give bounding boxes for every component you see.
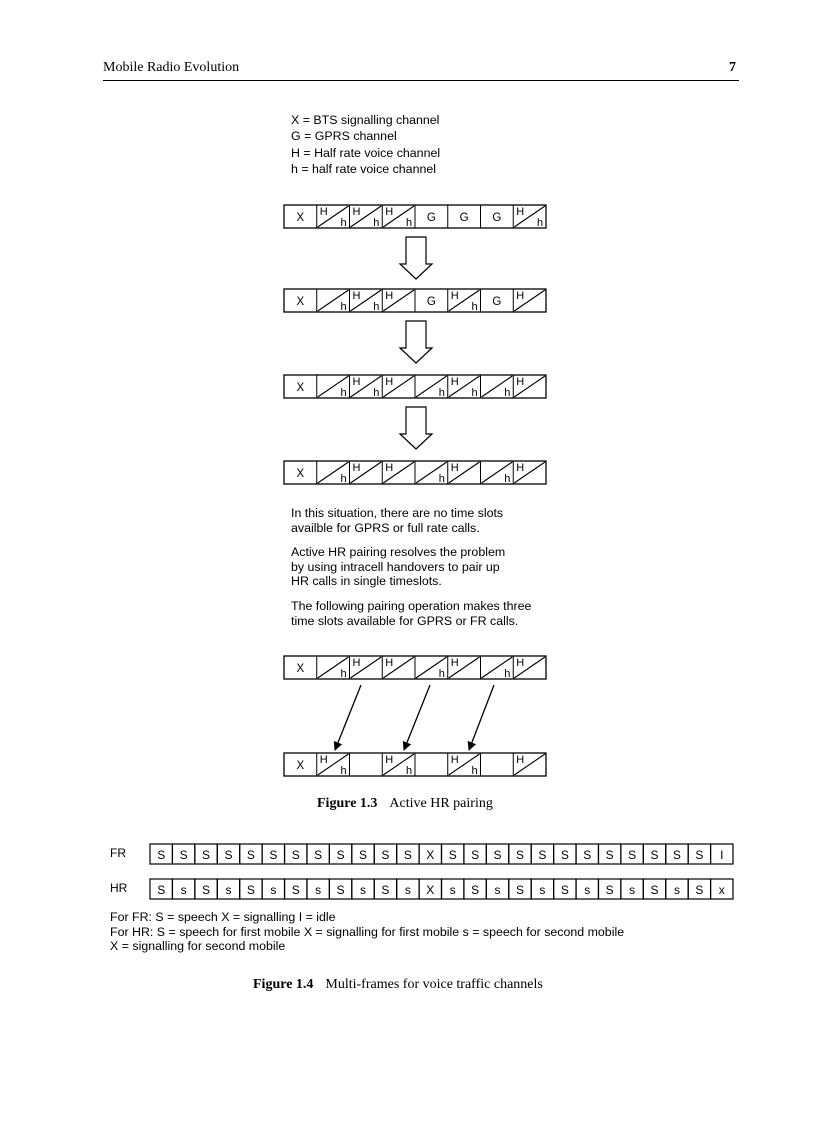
fig14-caption-label: Figure 1.4 bbox=[253, 977, 314, 992]
slot-label: X bbox=[296, 212, 305, 224]
slot-h-upper: H bbox=[385, 462, 394, 474]
note-line: HR calls in single timeslots. bbox=[291, 574, 442, 589]
slot-h-upper: H bbox=[385, 206, 394, 218]
multiframe-cell-label: S bbox=[157, 848, 166, 862]
slot-h-lower: h bbox=[438, 473, 445, 485]
slot-h-upper: H bbox=[352, 376, 361, 388]
slot-h-upper: H bbox=[516, 462, 525, 474]
multiframe-cell-label: S bbox=[202, 883, 211, 897]
slot-h-upper: H bbox=[516, 290, 525, 302]
slot-h-upper: H bbox=[516, 376, 525, 388]
multiframe-cell-label: S bbox=[336, 848, 345, 862]
slot-h-lower: h bbox=[471, 301, 478, 313]
multiframe-cell-label: S bbox=[246, 848, 255, 862]
slot-h-lower: h bbox=[340, 301, 347, 313]
multiframe-cell-label: S bbox=[336, 883, 345, 897]
slot-label: X bbox=[296, 760, 305, 772]
multiframe-cell-label: s bbox=[449, 883, 456, 897]
multiframe-cell-label: s bbox=[584, 883, 591, 897]
multiframe-cell-label: S bbox=[448, 848, 457, 862]
fig13-legend-line: G = GPRS channel bbox=[291, 129, 397, 144]
multiframe-cell-label: S bbox=[381, 848, 390, 862]
slot-h-lower: h bbox=[340, 217, 347, 229]
slot-h-lower: h bbox=[438, 668, 445, 680]
multiframe-cell-label: S bbox=[314, 848, 323, 862]
multiframe-cell-label: X bbox=[426, 848, 435, 862]
fig14-legend-line: X = signalling for second mobile bbox=[110, 939, 286, 954]
slot-h-lower: h bbox=[471, 765, 478, 777]
slot-h-lower: h bbox=[373, 301, 380, 313]
slot-h-upper: H bbox=[352, 462, 361, 474]
slot-h-lower: h bbox=[340, 668, 347, 680]
multiframe-cell-label: S bbox=[381, 883, 390, 897]
slot-h-lower: h bbox=[504, 668, 511, 680]
fig13-legend-line: h = half rate voice channel bbox=[291, 161, 436, 176]
multiframe-cell-label: S bbox=[224, 848, 233, 862]
slot-h-lower: h bbox=[340, 387, 347, 399]
multiframe-cell-label: S bbox=[650, 883, 659, 897]
slot-label: G bbox=[492, 212, 502, 224]
slot-h-lower: h bbox=[504, 387, 511, 399]
multiframe-cell-label: S bbox=[515, 848, 524, 862]
fig13-caption-label: Figure 1.3 bbox=[317, 796, 378, 811]
multiframe-cell-label: S bbox=[179, 848, 188, 862]
slot-label: G bbox=[492, 296, 502, 308]
fig13-legend-line: H = Half rate voice channel bbox=[291, 145, 441, 160]
multiframe-cell-label: S bbox=[202, 848, 211, 862]
multiframe-cell-label: S bbox=[695, 883, 704, 897]
row-label-fr: FR bbox=[110, 846, 126, 860]
slot-label: X bbox=[296, 382, 305, 394]
slot-h-upper: H bbox=[319, 754, 328, 766]
slot-h-lower: h bbox=[373, 217, 380, 229]
multiframe-cell-label: S bbox=[650, 848, 659, 862]
multiframe-cell-label: x bbox=[718, 883, 725, 897]
slot-h-lower: h bbox=[340, 473, 347, 485]
multiframe-cell-label: S bbox=[246, 883, 255, 897]
fig14-legend-line: For HR: S = speech for first mobile X = signalling for first mobile s = speech for second mobile bbox=[110, 924, 625, 939]
fig14-legend bbox=[110, 910, 624, 954]
slot-label: X bbox=[296, 663, 305, 675]
multiframe-cell-label: S bbox=[538, 848, 547, 862]
note-line: The following pairing operation makes three bbox=[291, 599, 532, 613]
multiframe-cell-label: S bbox=[605, 848, 614, 862]
multiframe-cell-label: S bbox=[471, 848, 480, 862]
note-line: time slots available for GPRS or FR calls. bbox=[291, 613, 519, 628]
multiframe-cell-label: s bbox=[315, 883, 322, 897]
multiframe-cell-label: S bbox=[628, 848, 637, 862]
fig14-caption-text: Multi-frames for voice traffic channels bbox=[325, 977, 543, 992]
slot-h-upper: H bbox=[450, 462, 459, 474]
row-label-hr: HR bbox=[110, 881, 128, 895]
multiframe-cell-label: X bbox=[426, 883, 435, 897]
slot-h-upper: H bbox=[385, 754, 394, 766]
multiframe-cell-label: s bbox=[673, 883, 680, 897]
slot-h-lower: h bbox=[471, 387, 478, 399]
multiframe-cell-label: s bbox=[629, 883, 636, 897]
multiframe-cell-label: s bbox=[180, 883, 187, 897]
slot-h-lower: h bbox=[537, 217, 544, 229]
note-line: by using intracell handovers to pair up bbox=[291, 559, 500, 574]
multiframe-cell-label: S bbox=[493, 848, 502, 862]
note-line: In this situation, there are no time slots bbox=[291, 506, 504, 520]
slot-h-lower: h bbox=[340, 765, 347, 777]
slot-h-upper: H bbox=[352, 290, 361, 302]
slot-h-lower: h bbox=[406, 217, 413, 229]
slot-h-lower: h bbox=[406, 765, 413, 777]
multiframe-cell-label: S bbox=[403, 848, 412, 862]
slot-h-upper: H bbox=[385, 290, 394, 302]
multiframe-cell-label: s bbox=[494, 883, 501, 897]
multiframe-cell-label: S bbox=[583, 848, 592, 862]
slot-h-upper: H bbox=[450, 290, 459, 302]
running-head: Mobile Radio Evolution bbox=[103, 60, 240, 75]
slot-h-upper: H bbox=[516, 754, 525, 766]
fig13-legend-line: X = BTS signalling channel bbox=[291, 113, 440, 127]
multiframe-cell-label: S bbox=[672, 848, 681, 862]
slot-h-lower: h bbox=[373, 387, 380, 399]
slot-h-upper: H bbox=[352, 206, 361, 218]
multiframe-cell-label: S bbox=[471, 883, 480, 897]
multiframe-cell-label: S bbox=[515, 883, 524, 897]
slot-label: G bbox=[459, 212, 469, 224]
multiframe-cell-label: s bbox=[225, 883, 232, 897]
multiframe-cell-label: S bbox=[560, 848, 569, 862]
multiframe-cell-label: S bbox=[359, 848, 368, 862]
multiframe-cell-label: S bbox=[605, 883, 614, 897]
page-number: 7 bbox=[729, 60, 736, 75]
slot-label: G bbox=[426, 212, 436, 224]
multiframe-cell-label: s bbox=[404, 883, 411, 897]
multiframe-cell-label: S bbox=[291, 883, 300, 897]
multiframe-cell-label: s bbox=[539, 883, 546, 897]
note-line: availble for GPRS or full rate calls. bbox=[291, 520, 480, 535]
slot-h-upper: H bbox=[319, 206, 328, 218]
fig14-multiframes bbox=[150, 844, 733, 899]
slot-h-upper: H bbox=[385, 657, 394, 669]
slot-h-upper: H bbox=[352, 657, 361, 669]
slot-h-lower: h bbox=[438, 387, 445, 399]
fig14-caption bbox=[253, 977, 543, 993]
slot-h-upper: H bbox=[516, 206, 525, 218]
slot-h-upper: H bbox=[450, 657, 459, 669]
slot-h-upper: H bbox=[450, 376, 459, 388]
slot-h-lower: h bbox=[504, 473, 511, 485]
slot-label: X bbox=[296, 468, 305, 480]
slot-label: X bbox=[296, 296, 305, 308]
multiframe-cell-label: s bbox=[360, 883, 367, 897]
multiframe-cell-label: S bbox=[695, 848, 704, 862]
slot-h-upper: H bbox=[450, 754, 459, 766]
slot-h-upper: H bbox=[516, 657, 525, 669]
multiframe-cell-label: S bbox=[269, 848, 278, 862]
multiframe-cell-label: I bbox=[720, 848, 724, 862]
note-line: Active HR pairing resolves the problem bbox=[291, 545, 506, 559]
slot-h-upper: H bbox=[385, 376, 394, 388]
multiframe-cell-label: S bbox=[291, 848, 300, 862]
fig13-caption-text: Active HR pairing bbox=[389, 796, 493, 811]
slot-label: G bbox=[426, 296, 436, 308]
fig14-legend-line: For FR: S = speech X = signalling I = idle bbox=[110, 910, 336, 924]
multiframe-cell-label: S bbox=[560, 883, 569, 897]
multiframe-cell-label: S bbox=[157, 883, 166, 897]
multiframe-cell-label: s bbox=[270, 883, 277, 897]
